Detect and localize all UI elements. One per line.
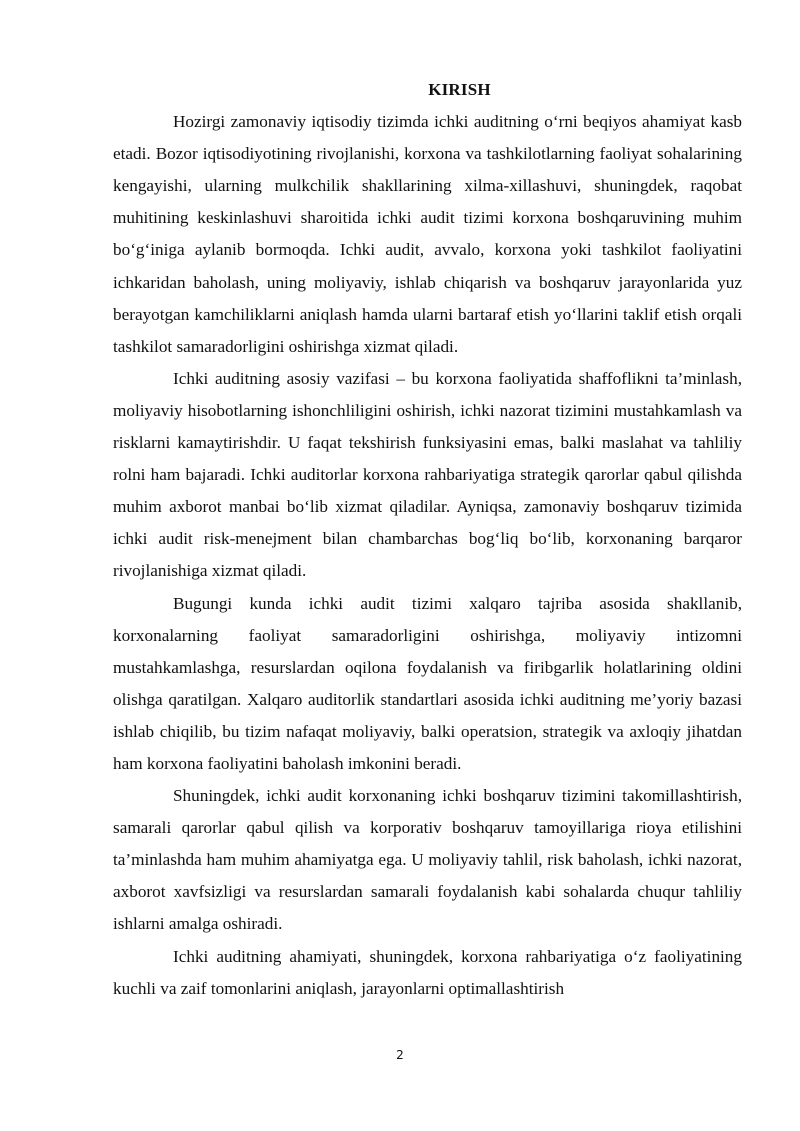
paragraph-5: Ichki auditning ahamiyati, shuningdek, korxona rahbariyatiga o‘z faoliyatining kuchli va zaif tomonlarini aniqlash, jarayonlarni optimallashtirish [113,946,742,998]
section-title: KIRISH [428,80,491,99]
page-number: 2 [396,1048,404,1062]
paragraph-1: Hozirgi zamonaviy iqtisodiy tizimda ichki auditning o‘rni beqiyos ahamiyat kasb etadi. Bozor iqtisodiyotining rivojlanishi, korxona va tashkilotlarning faoliyat sohalarining kengayishi, ularning mulkchilik shakllarining xilma-xillashuvi, shuningdek, raqobat muhitining keskinlashuvi sharoitida ichki audit tizimi korxona boshqaruvining muhim bo‘g‘iniga aylanib bormoqda. Ichki audit, avvalo, korxona yoki tashkilot faoliyatini ichkaridan baholash, uning moliyaviy, ishlab chiqarish va boshqaruv jarayonlarida yuz berayotgan kamchiliklarni aniqlash hamda ularni bartaraf etish yo‘llarini taklif etish orqali tashkilot samaradorligini oshirishga xizmat qiladi. [113,112,742,356]
paragraph-4: Shuningdek, ichki audit korxonaning ichki boshqaruv tizimini takomillashtirish, samarali qarorlar qabul qilish va korporativ boshqaruv tamoyillariga rioya etilishini ta’minlashda ham muhim ahamiyatga ega. U moliyaviy tahlil, risk baholash, ichki nazorat, axborot xavfsizligi va resurslardan samarali foydalanish kabi sohalarda chuqur tahliliy ishlarni amalga oshiradi. [113,786,742,934]
document-body [113,74,742,1005]
paragraph-2: Ichki auditning asosiy vazifasi – bu korxona faoliyatida shaffoflikni ta’minlash, moliyaviy hisobotlarning ishonchliligini oshirish, ichki nazorat tizimini mustahkamlash va risklarni kamaytirishdir. U faqat tekshirish funksiyasini emas, balki maslahat va tahliliy rolni ham bajaradi. Ichki auditorlar korxona rahbariyatiga strategik qarorlar qabul qilishda muhim axborot manbai bo‘lib xizmat qiladilar. Ayniqsa, zamonaviy boshqaruv tizimida ichki audit risk-menejment bilan chambarchas bog‘liq bo‘lib, korxonaning barqaror rivojlanishiga xizmat qiladi. [113,368,742,581]
paragraph-3: Bugungi kunda ichki audit tizimi xalqaro tajriba asosida shakllanib, korxonalarning faoliyat samaradorligini oshirishga, moliyaviy intizomni mustahkamlashga, resurslardan oqilona foydalanish va firibgarlik holatlarining oldini olishga qaratilgan. Xalqaro auditorlik standartlari asosida ichki auditning me’yoriy bazasi ishlab chiqilib, bu tizim nafaqat moliyaviy, balki operatsion, strategik va axloqiy jihatdan ham korxona faoliyatini baholash imkonini beradi. [113,593,742,773]
